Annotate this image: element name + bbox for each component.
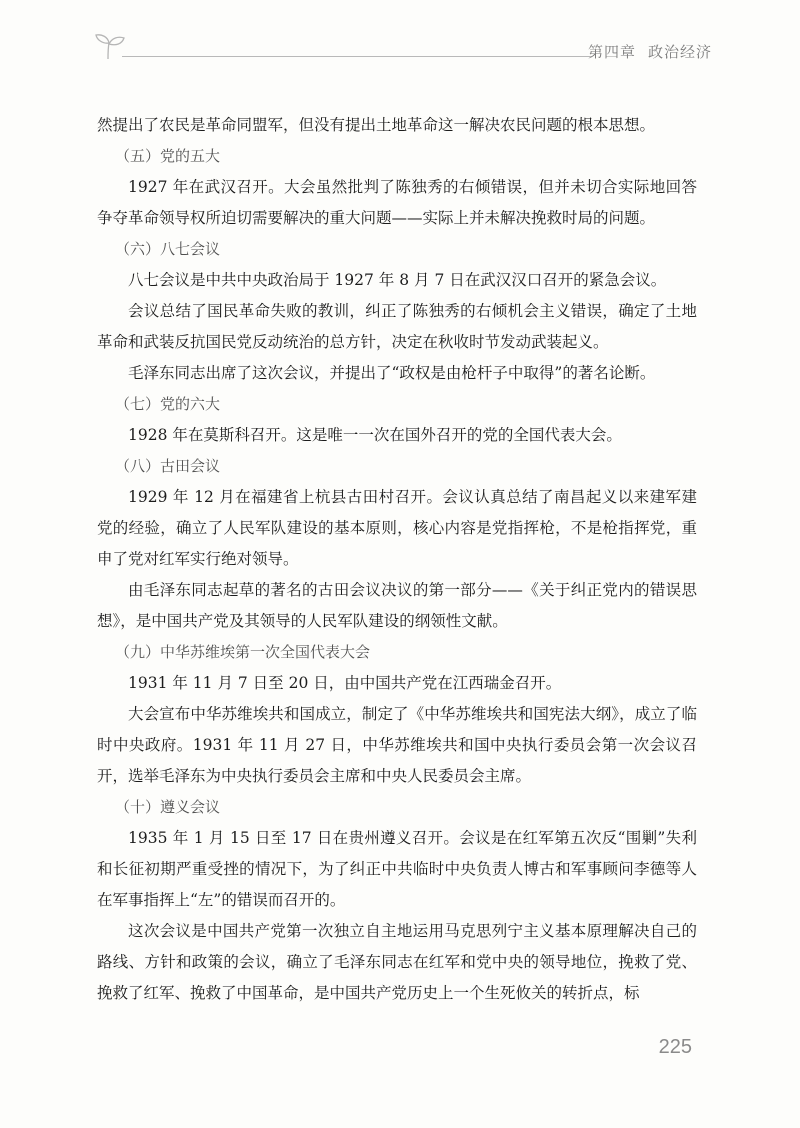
section-heading: （七）党的六大	[115, 395, 221, 413]
paragraph: 1928 年在莫斯科召开。这是唯一一次在国外召开的党的全国代表大会。	[128, 426, 622, 444]
paragraph: 1935 年 1 月 15 日至 17 日在贵州遵义召开。会议是在红军第五次反“围剿”失利和长征初期严重受挫的情况下，为了纠正中共临时中央负责人博古和军事顾问李德等人在军事指挥上“左”的错误而召开的。	[97, 829, 697, 909]
paragraph: 毛泽东同志出席了这次会议，并提出了“政权是由枪杆子中取得”的著名论断。	[128, 364, 656, 382]
paragraph: 然提出了农民是革命同盟军，但没有提出土地革命这一解决农民问题的根本思想。	[97, 116, 656, 134]
section-heading: （九）中华苏维埃第一次全国代表大会	[115, 643, 371, 661]
section-heading: （十）遵义会议	[115, 798, 221, 816]
page-body	[97, 110, 697, 1009]
paragraph: 八七会议是中共中央政治局于 1927 年 8 月 7 日在武汉汉口召开的紧急会议。	[128, 271, 667, 289]
section-heading: （六）八七会议	[115, 240, 221, 258]
paragraph: 大会宣布中华苏维埃共和国成立，制定了《中华苏维埃共和国宪法大纲》，成立了临时中央政府。1931 年 11 月 27 日，中华苏维埃共和国中央执行委员会第一次会议召开，选举毛泽东为中央执行委员会主席和中央人民委员会主席。	[97, 705, 697, 785]
paragraph: 1927 年在武汉召开。大会虽然批判了陈独秀的右倾错误，但并未切合实际地回答争夺革命领导权所迫切需要解决的重大问题——实际上并未解决挽救时局的问题。	[97, 178, 697, 227]
header-rule	[122, 56, 592, 57]
chapter-title: 政治经济	[647, 43, 712, 61]
running-header	[92, 28, 712, 68]
chapter-label	[588, 41, 712, 62]
page-number: 225	[658, 1036, 692, 1058]
paragraph: 由毛泽东同志起草的著名的古田会议决议的第一部分——《关于纠正党内的错误思想》，是中国共产党及其领导的人民军队建设的纲领性文献。	[97, 581, 697, 630]
paragraph: 这次会议是中国共产党第一次独立自主地运用马克思列宁主义基本原理解决自己的路线、方针和政策的会议，确立了毛泽东同志在红军和党中央的领导地位，挽救了党、挽救了红军、挽救了中国革命，是中国共产党历史上一个生死攸关的转折点，标	[97, 922, 697, 1002]
paragraph: 1931 年 11 月 7 日至 20 日，由中国共产党在江西瑞金召开。	[128, 674, 562, 692]
paragraph: 会议总结了国民革命失败的教训，纠正了陈独秀的右倾机会主义错误，确定了土地革命和武装反抗国民党反动统治的总方针，决定在秋收时节发动武装起义。	[97, 302, 697, 351]
chapter-number: 第四章	[587, 43, 636, 61]
paragraph: 1929 年 12 月在福建省上杭县古田村召开。会议认真总结了南昌起义以来建军建党的经验，确立了人民军队建设的基本原则，核心内容是党指挥枪，不是枪指挥党，重申了党对红军实行绝对领导。	[97, 488, 697, 568]
section-heading: （五）党的五大	[115, 147, 221, 165]
section-heading: （八）古田会议	[115, 457, 221, 475]
